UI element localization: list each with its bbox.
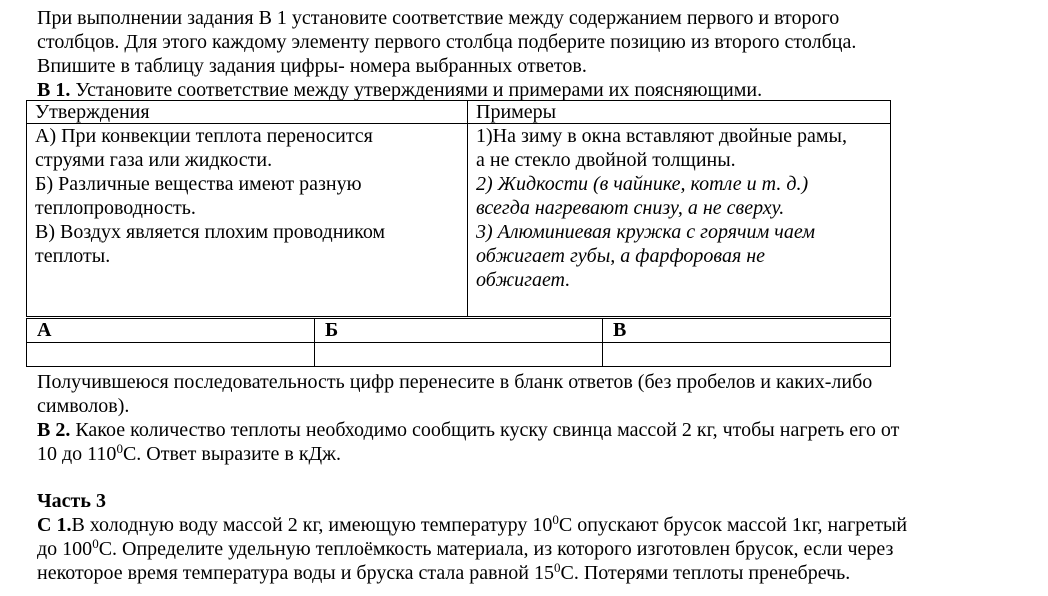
matching-table-header: [27, 101, 891, 124]
example-line: 3) Алюминиевая кружка с горячим чаем: [476, 221, 815, 243]
task-c1-line-2: [37, 537, 997, 561]
transfer-instruction: [37, 370, 997, 418]
task-c1-text: С. Потерями теплоты пренебречь.: [560, 562, 851, 584]
example-line: обжигает.: [476, 269, 571, 291]
task-b2-label: В 2.: [37, 419, 71, 441]
intro-line-3: Впишите в таблицу задания цифры- номера выбранных ответов.: [37, 55, 587, 77]
intro-paragraph: [37, 6, 997, 78]
task-c1-label: С 1.: [37, 514, 72, 536]
answer-table: [26, 318, 891, 367]
task-c1-sup: 0: [552, 512, 559, 527]
statements-cell: [27, 124, 468, 317]
task-c1-text: В холодную воду массой 2 кг, имеющую температуру 10: [71, 514, 553, 536]
task-c1-sup: 0: [92, 536, 99, 551]
examples-cell: [468, 124, 891, 317]
task-b2-text-a: Какое количество теплоты необходимо сообщить куску свинца массой 2 кг, чтобы нагреть его от: [70, 419, 900, 441]
answer-col-a: А: [27, 319, 315, 343]
example-line: обжигает губы, а фарфоровая не: [476, 245, 766, 267]
task-c1-sup: 0: [553, 560, 561, 575]
task-c1-line-1: [37, 513, 997, 537]
answer-table-header: [27, 319, 891, 343]
task-c1-line-3: [37, 561, 997, 585]
answer-col-c: В: [603, 319, 891, 343]
example-line: 1)На зиму в окна вставляют двойные рамы,: [476, 125, 847, 147]
task-b1-label: В 1.: [37, 79, 71, 101]
statement-line: теплоты.: [35, 245, 111, 267]
task-b1-heading: [37, 78, 762, 102]
task-b2-text-c: С. Ответ выразите в кДж.: [122, 443, 342, 465]
statement-line: теплопроводность.: [35, 197, 196, 219]
header-statements: Утверждения: [27, 101, 468, 124]
task-c1: [37, 513, 997, 585]
example-line: а не стекло двойной толщины.: [476, 149, 736, 171]
answer-cell-a[interactable]: [27, 343, 315, 367]
intro-line-1: При выполнении задания В 1 установите соответствие между содержанием первого и второго: [37, 7, 840, 29]
task-c1-text: С. Определите удельную теплоёмкость материала, из которого изготовлен брусок, если через: [98, 538, 894, 560]
task-c1-text: некоторое время температура воды и бруска стала равной 15: [37, 562, 554, 584]
transfer-line-2: символов).: [37, 395, 130, 417]
answer-col-b: Б: [315, 319, 603, 343]
task-c1-text: до 100: [37, 538, 93, 560]
matching-table-body: [27, 124, 891, 317]
statement-line: струями газа или жидкости.: [35, 149, 273, 171]
statement-line: В) Воздух является плохим проводником: [35, 221, 386, 243]
example-line: 2) Жидкости (в чайнике, котле и т. д.): [476, 173, 809, 195]
header-examples: Примеры: [468, 101, 891, 124]
task-b2-sup: 0: [116, 441, 123, 456]
statement-line: Б) Различные вещества имеют разную: [35, 173, 362, 195]
answer-table-input-row: [27, 343, 891, 367]
example-line: всегда нагревают снизу, а не сверху.: [476, 197, 785, 219]
statement-line: А) При конвекции теплота переносится: [35, 125, 373, 147]
task-b2-text-b: 10 до 110: [37, 443, 117, 465]
intro-line-2: столбцов. Для этого каждому элементу первого столбца подберите позицию из второго столбца.: [37, 31, 857, 53]
task-c1-text: С опускают брусок массой 1кг, нагретый: [558, 514, 908, 536]
matching-table: [26, 100, 891, 317]
transfer-line-1: Получившеюся последовательность цифр перенесите в бланк ответов (без пробелов и каких-либо: [37, 371, 873, 393]
answer-cell-b[interactable]: [315, 343, 603, 367]
part3-heading: Часть 3: [37, 490, 106, 512]
task-b2: [37, 418, 997, 466]
task-b1-text: Установите соответствие между утверждениями и примерами их поясняющими.: [70, 79, 763, 101]
answer-cell-c[interactable]: [603, 343, 891, 367]
